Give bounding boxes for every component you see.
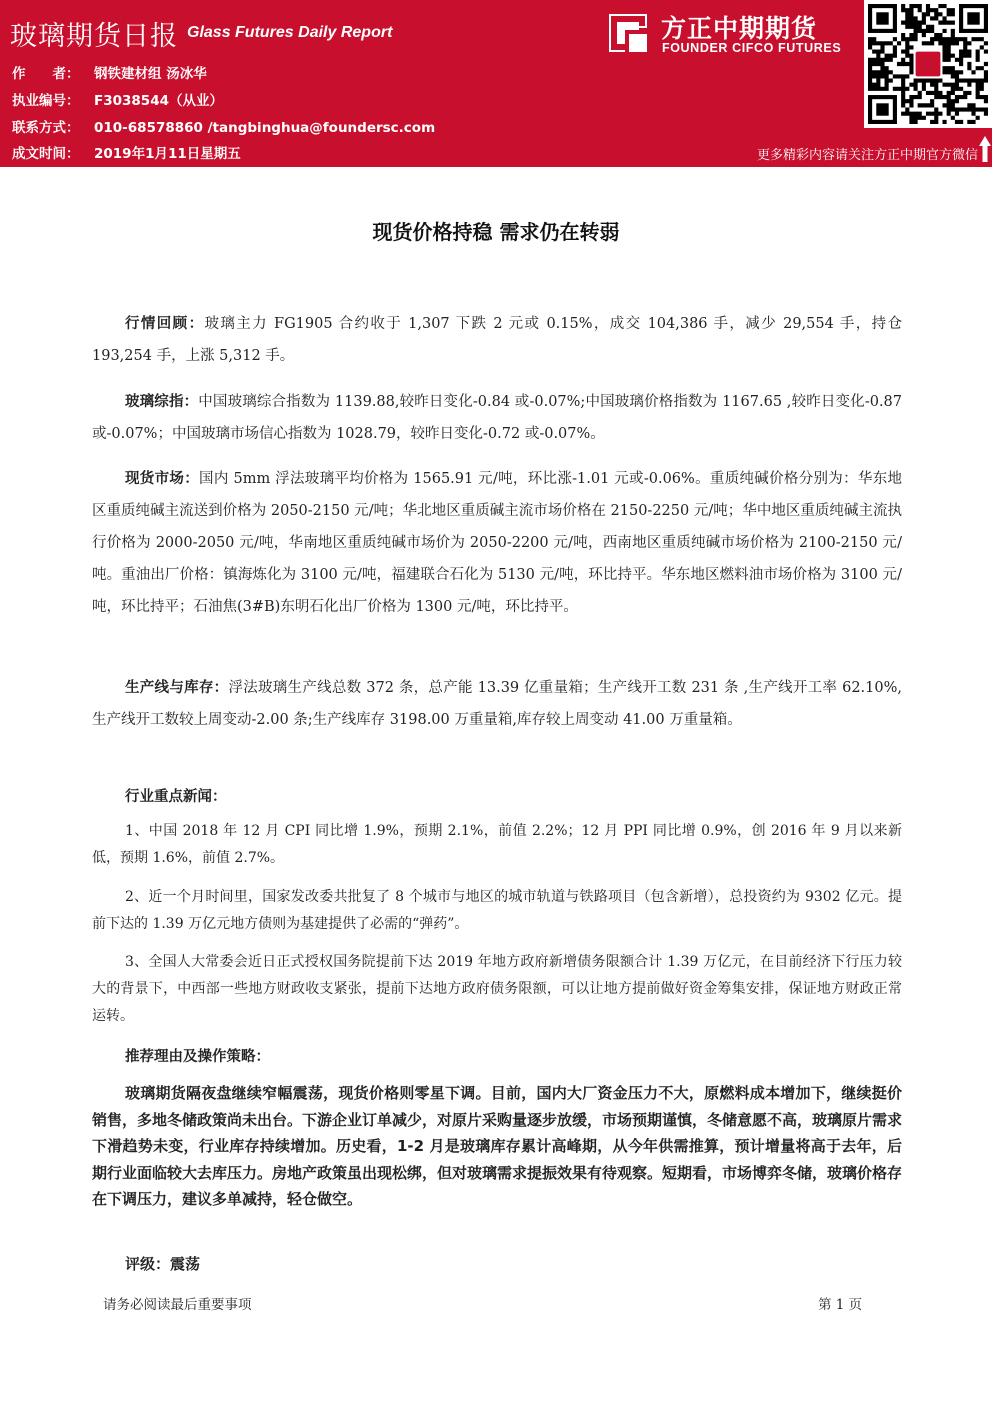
section-lead: 生产线与库存：	[125, 680, 229, 696]
report-title: 玻璃期货日报	[10, 21, 178, 52]
meta-value: 钢铁建材组 汤冰华	[94, 66, 207, 82]
meta-value: 010-68578860 /tangbinghua@foundersc.com	[94, 120, 436, 136]
document-title: 现货价格持稳 需求仍在转弱	[372, 220, 620, 244]
header-rule	[0, 164, 992, 167]
meta-license	[12, 89, 223, 109]
section-spot-market	[92, 463, 902, 623]
news-item: 2、近一个月时间里，国家发改委共批复了 8 个城市与地区的城市轨道与铁路项目（包含新增），总投资约为 9302 亿元。提前下达的 1.39 万亿元地方债则为基建提供了必需的“弹药”。	[92, 889, 902, 932]
strategy-heading: 推荐理由及操作策略：	[125, 1049, 270, 1065]
news-item: 3、全国人大常委会近日正式授权国务院提前下达 2019 年地方政府新增债务限额合计 1.39 万亿元，在目前经济下行压力较大的背景下，中西部一些地方财政收支紧张，提前下达地方政府债务限额，可以让地方提前做好资金筹集安排，保证地方财政正常运转。	[92, 954, 902, 1024]
section-text: 中国玻璃综合指数为 1139.88,较昨日变化-0.84 或-0.07%;中国玻璃价格指数为 1167.65 ,较昨日变化-0.87 或-0.07%；中国玻璃市场信心指数为 1028.79，较昨日变化-0.72 或-0.07%。	[92, 394, 903, 442]
meta-label: 成文时间：	[12, 146, 80, 162]
meta-author	[12, 62, 207, 82]
meta-label: 执业编号：	[12, 93, 80, 109]
section-market-review	[92, 308, 902, 372]
meta-value: 2019年1月11日星期五	[94, 146, 241, 162]
section-text: 玻璃主力 FG1905 合约收于 1,307 下跌 2 元或 0.15%，成交 104,386 手，减少 29,554 手，持仓 193,254 手，上涨 5,312 手。	[92, 316, 903, 364]
strategy-text: 玻璃期货隔夜盘继续窄幅震荡，现货价格则零星下调。目前，国内大厂资金压力不大，原燃料成本增加下，继续挺价销售，多地冬储政策尚未出台。下游企业订单减少，对原片采购量逐步放缓，市场预期谨慎，冬储意愿不高，玻璃原片需求下滑趋势未变，行业库存持续增加。历史看，1-2 月是玻璃库存累计高峰期，从今年供需推算，预计增量将高于去年，后期行业面临较大去库压力。房地产政策虽出现松绑，但对玻璃需求提振效果有待观察。短期看，市场博弈冬储，玻璃价格存在下调压力，建议多单减持，轻仓做空。	[92, 1084, 903, 1208]
company-name-en: FOUNDER CIFCO FUTURES	[662, 41, 842, 55]
section-production-inventory	[92, 672, 902, 736]
founder-logo-icon	[605, 10, 651, 56]
section-text: 浮法玻璃生产线总数 372 条，总产能 13.39 亿重量箱；生产线开工数 231 条 ,生产线开工率 62.10%,生产线开工数较上周变动-2.00 条;生产线库存 3198.00 万重量箱,库存较上周变动 41.00 万重量箱。	[92, 680, 902, 728]
wechat-note: 更多精彩内容请关注方正中期官方微信	[756, 148, 978, 163]
news-item: 1、中国 2018 年 12 月 CPI 同比增 1.9%，预期 2.1%，前值 2.2%；12 月 PPI 同比增 0.9%，创 2016 年 9 月以来新低，预期 1.6%，前值 2.7%。	[92, 823, 902, 866]
section-text: 国内 5mm 浮法玻璃平均价格为 1565.91 元/吨，环比涨-1.01 元或-0.06%。重质纯碱价格分别为：华东地区重质纯碱主流送到价格为 2050-2150 元/吨；华北地区重质碱主流市场价格在 2150-2250 元/吨；华中地区重质纯碱主流执行价格为 2000-2050 元/吨，华南地区重质纯碱市场价为 2050-2200 元/吨，西南地区重质纯碱市场价格为 2100-2150 元/吨。重油出厂价格：镇海炼化为 3100 元/吨，福建联合石化为 5130 元/吨，环比持平。华东地区燃料油市场价格为 3100 元/吨，环比持平；石油焦(3#B)东明石化出厂价格为 1300 元/吨，环比持平。	[92, 471, 903, 615]
company-logo	[605, 10, 860, 60]
section-glass-index	[92, 386, 902, 450]
qr-code-icon	[864, 0, 992, 128]
arrow-up-icon	[978, 134, 992, 164]
meta-value: F3038544（从业）	[94, 93, 223, 109]
wechat-qr-code	[864, 0, 992, 128]
section-lead: 现货市场：	[125, 471, 200, 487]
meta-contact	[12, 116, 435, 136]
report-title-en: Glass Futures Daily Report	[187, 24, 393, 41]
company-name-cn: 方正中期期货	[661, 14, 818, 43]
report-header	[0, 0, 992, 172]
news-heading: 行业重点新闻：	[125, 789, 227, 805]
rating: 评级：震荡	[125, 1255, 201, 1273]
meta-label: 联系方式：	[12, 120, 80, 136]
meta-label: 作 者：	[12, 66, 80, 82]
footer-disclaimer-note: 请务必阅读最后重要事项	[103, 1297, 252, 1313]
meta-date	[12, 142, 241, 162]
page-number: 第 1 页	[818, 1297, 863, 1313]
section-lead: 行情回顾：	[125, 316, 205, 332]
section-lead: 玻璃综指：	[125, 394, 199, 410]
